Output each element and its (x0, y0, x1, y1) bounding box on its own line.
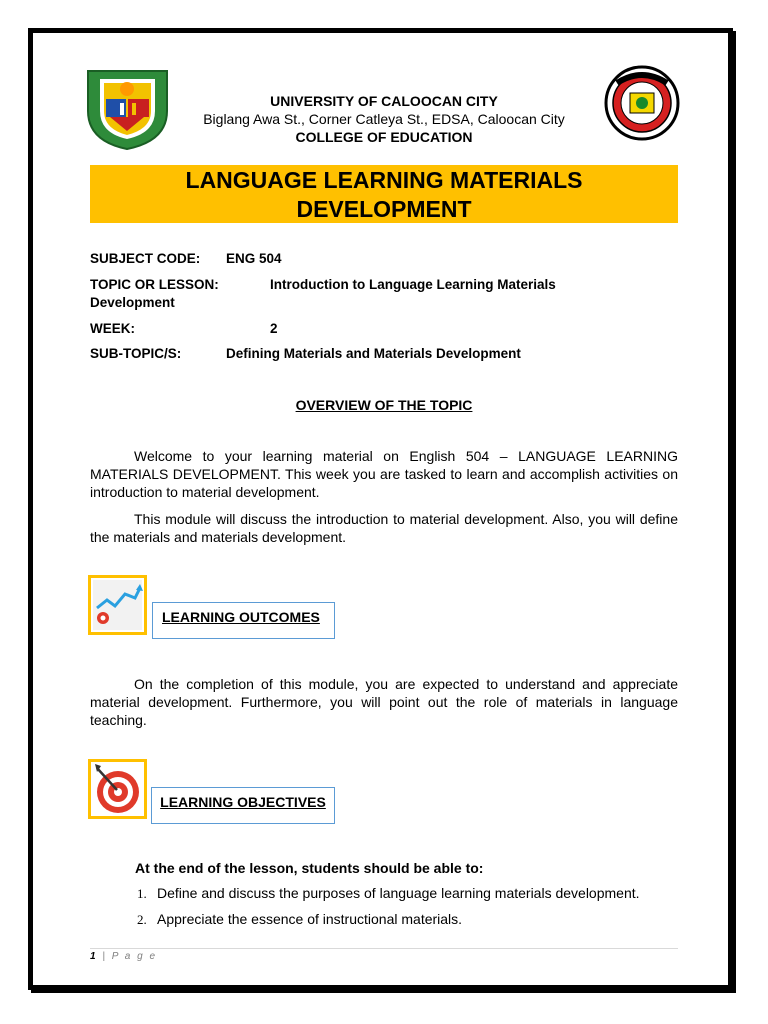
university-name: UNIVERSITY OF CALOOCAN CITY (270, 93, 498, 109)
overview-heading: OVERVIEW OF THE TOPIC (295, 397, 473, 413)
objective-text: Appreciate the essence of instructional materials. (157, 911, 463, 927)
objectives-intro: At the end of the lesson, students should be able to: (135, 860, 484, 876)
outcomes-paragraph: On the completion of this module, you are expected to understand and appreciate material development. Furthermore, you will point out the role of materials in language teaching. (90, 676, 678, 728)
university-address: Biglang Awa St., Corner Catleya St., EDSA, Caloocan City (203, 111, 565, 127)
objective-item-2 (137, 911, 462, 928)
learning-outcomes-label (152, 602, 335, 639)
page-label: | P a g e (102, 951, 158, 962)
college-name: COLLEGE OF EDUCATION (295, 129, 473, 145)
growth-chart-icon (88, 575, 147, 635)
subject-code-label: SUBJECT CODE: (90, 251, 201, 266)
objective-number: 1. (137, 886, 147, 901)
learning-objectives-label (151, 787, 335, 824)
course-title-line1: LANGUAGE LEARNING MATERIALS (185, 167, 583, 193)
learning-objectives-text: LEARNING OBJECTIVES (160, 794, 326, 810)
objective-item-1 (137, 885, 640, 902)
week-label: WEEK: (90, 321, 135, 336)
overview-paragraph-1: Welcome to your learning material on English 504 – LANGUAGE LEARNING MATERIALS DEVELOPMENT. This week you are tasked to learn and accomplish activities on introduction to material development. (90, 448, 678, 500)
course-title-line2: DEVELOPMENT (296, 196, 472, 222)
target-icon (88, 759, 147, 819)
course-title-banner (90, 165, 678, 223)
topic-value-line2: Development (90, 295, 175, 310)
subtopic-value: Defining Materials and Materials Development (226, 346, 521, 361)
overview-paragraph-2: This module will discuss the introduction to material development. Also, you will define the materials and materials development. (90, 511, 678, 545)
learning-outcomes-text: LEARNING OUTCOMES (162, 609, 320, 625)
week-value: 2 (270, 321, 278, 336)
topic-value-line1: Introduction to Language Learning Materials (270, 277, 556, 292)
subject-code-value: ENG 504 (226, 251, 282, 266)
objective-number: 2. (137, 912, 147, 927)
page-footer (90, 951, 157, 962)
objective-text: Define and discuss the purposes of language learning materials development. (157, 885, 640, 901)
topic-label: TOPIC OR LESSON: (90, 277, 219, 292)
footer-divider (90, 948, 678, 949)
subtopic-label: SUB-TOPIC/S: (90, 346, 182, 361)
page-number: 1 (90, 951, 98, 962)
